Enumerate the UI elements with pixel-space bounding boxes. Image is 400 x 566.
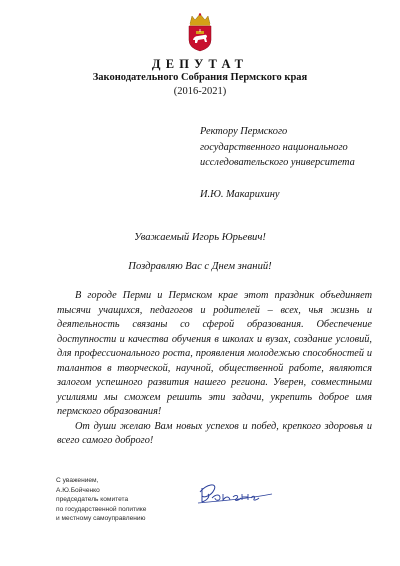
- congratulation-line: Поздравляю Вас с Днем знаний!: [128, 261, 272, 272]
- addressee-line: государственного национального: [200, 141, 348, 153]
- perm-krai-coat-of-arms-icon: [186, 12, 214, 52]
- letter-body: [57, 289, 372, 449]
- assembly-name: Законодательного Собрания Пермского края: [92, 72, 308, 83]
- addressee-name: И.Ю. Макарихину: [200, 188, 280, 200]
- addressee-line: исследовательского университета: [200, 157, 355, 169]
- closing-line: С уважением,: [56, 477, 99, 484]
- handwritten-signature: [196, 480, 276, 506]
- deputy-title: ДЕПУТАТ: [151, 57, 249, 71]
- signature-block: [56, 476, 146, 524]
- addressee-block: [200, 124, 355, 202]
- body-paragraph: В городе Перми и Пермском крае этот праздник объединяет тысячи учащихся, педагогов и родителей – всех, чья жизнь и деятельность связаны со сферой образования. Обеспечение доступности и качества обучения в школах и вузах, создание условий, для профессионального роста, проявления молодежью способностей и талантов в творческой, научной, общественной работе, являются залогом успешного развития нашего региона. Уверен, совместными усилиями мы сможем решить эти задачи, укрепить доброе имя пермского образования!: [57, 290, 372, 417]
- signer-name: А.Ю.Бойченко: [56, 486, 100, 494]
- term-years: (2016-2021): [173, 86, 227, 97]
- addressee-line: Ректору Пермского: [200, 126, 288, 137]
- signer-position: и местному самоуправлению: [56, 515, 146, 523]
- signer-position: председатель комитета: [56, 496, 129, 504]
- signer-position: по государственной политике: [56, 505, 147, 513]
- body-paragraph: От души желаю Вам новых успехов и побед, крепкого здоровья и всего самого доброго!: [57, 420, 372, 446]
- salutation: Уважаемый Игорь Юрьевич!: [134, 232, 266, 243]
